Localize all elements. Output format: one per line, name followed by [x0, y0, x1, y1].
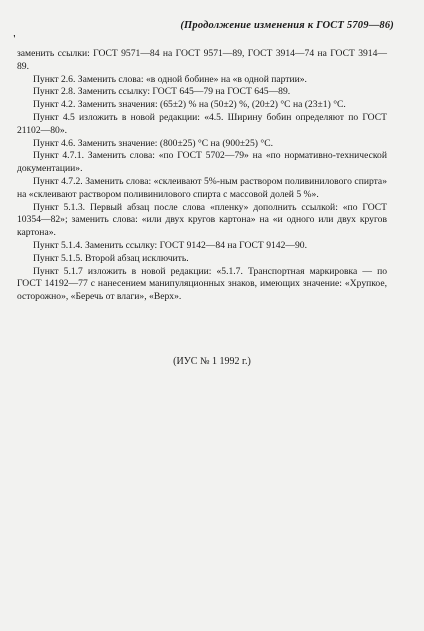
paragraph: Пункт 4.5 изложить в новой редакции: «4.5. Ширину бобин определяют по ГОСТ 21102—80».	[17, 111, 387, 136]
paragraph: Пункт 5.1.5. Второй абзац исключить.	[33, 252, 189, 264]
paragraph: Пункт 5.1.4. Заменить ссылку: ГОСТ 9142—84 на ГОСТ 9142—90.	[33, 239, 307, 251]
paragraph: Пункт 4.7.1. Заменить слова: «по ГОСТ 5702—79» на «по нормативно-технической документации».	[17, 150, 387, 175]
paragraph: Пункт 2.8. Заменить ссылку: ГОСТ 645—79 на ГОСТ 645—89.	[33, 86, 291, 98]
paragraph: Пункт 5.1.7 изложить в новой редакции: «5.1.7. Транспортная маркировка — по ГОСТ 14192—77 с нанесением манипуляционных знаков, имеющих значение: «Хрупкое, осторожно», «Беречь от влаги», «Верх».	[17, 265, 387, 303]
paragraph: Пункт 5.1.3. Первый абзац после слова «пленку» дополнить ссылкой: «по ГОСТ 10354—82»; заменить слова: «или двух кругов картона» на «и одного или двух кругов картона».	[17, 201, 387, 239]
paragraph: Пункт 4.2. Заменить значения: (65±2) % на (50±2) %, (20±2) °С на (23±1) °С.	[33, 99, 346, 111]
paragraph: Пункт 2.6. Заменить слова: «в одной бобине» на «в одной партии».	[33, 73, 307, 85]
page-header: (Продолжение изменения к ГОСТ 5709—86)	[180, 20, 394, 31]
paragraph: Пункт 4.6. Заменить значение: (800±25) °С на (900±25) °С.	[33, 137, 274, 149]
paragraph: Пункт 4.7.2. Заменить слова: «склеивают 5%-ным раствором поливинилового спирта» на «склеивают раствором поливинилового спирта с массовой долей 5 %».	[17, 175, 387, 200]
paragraph: заменить ссылки: ГОСТ 9571—84 на ГОСТ 9571—89, ГОСТ 3914—74 на ГОСТ 3914—89.	[17, 48, 387, 72]
footer-reference: (ИУС № 1 1992 г.)	[173, 356, 251, 367]
document-body	[17, 48, 387, 304]
margin-mark: '	[13, 34, 16, 45]
